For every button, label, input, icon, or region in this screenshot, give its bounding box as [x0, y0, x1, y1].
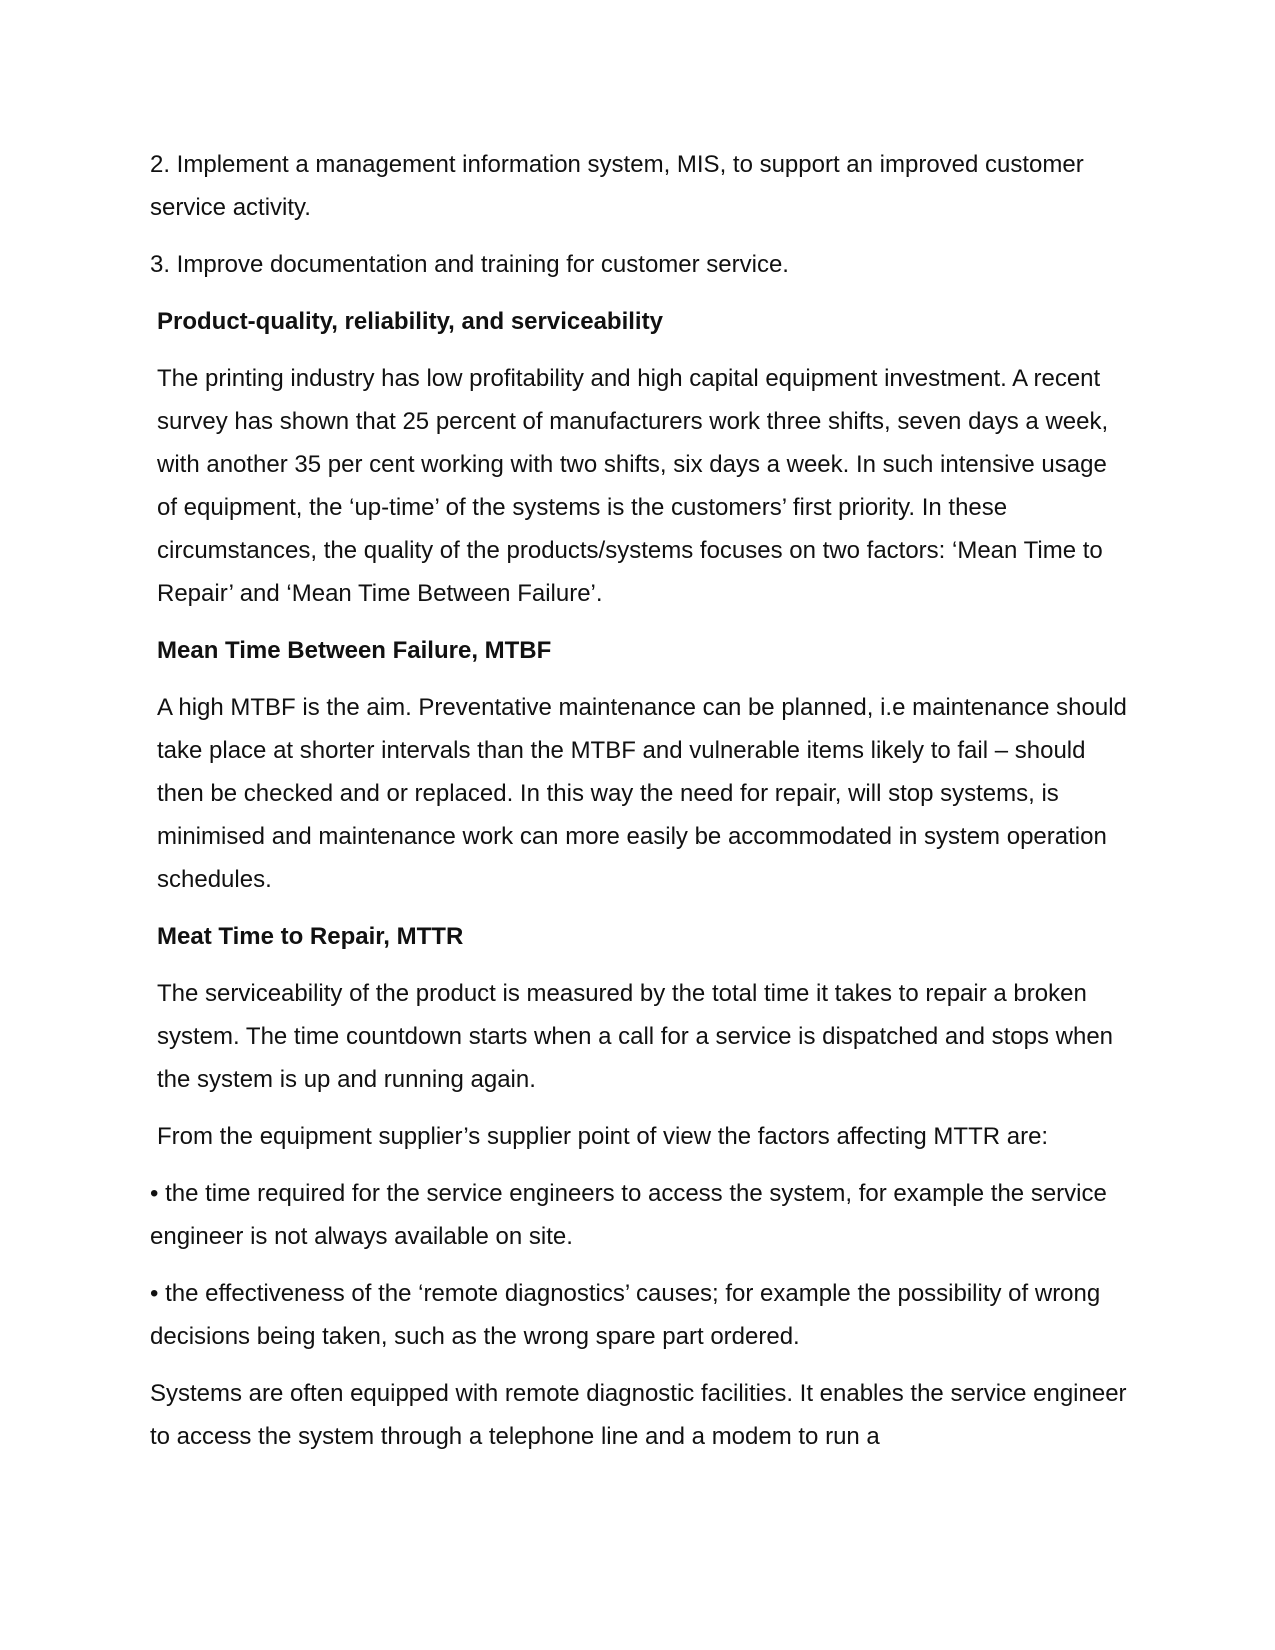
bullet-item-access-time: • the time required for the service engineers to access the system, for example the service engineer is not always available on site.: [150, 1180, 1107, 1250]
document-body: [150, 143, 1130, 1472]
paragraph-serviceability: The serviceability of the product is measured by the total time it takes to repair a broken system. The time countdown starts when a call for a service is dispatched and stops when the system is up and running again.: [157, 980, 1114, 1093]
section-heading-mttr: Meat Time to Repair, MTTR: [157, 923, 464, 950]
paragraph-item-2: 2. Implement a management information system, MIS, to support an improved customer service activity.: [150, 151, 1084, 221]
bullet-item-remote-diagnostics: • the effectiveness of the ‘remote diagnostics’ causes; for example the possibility of wrong decisions being taken, such as the wrong spare part ordered.: [150, 1280, 1101, 1350]
paragraph-remote-diagnostic-facilities: Systems are often equipped with remote diagnostic facilities. It enables the service engineer to access the system through a telephone line and a modem to run a: [150, 1380, 1127, 1450]
paragraph-item-3: 3. Improve documentation and training for customer service.: [150, 251, 789, 278]
section-heading-mtbf: Mean Time Between Failure, MTBF: [157, 637, 552, 664]
section-heading-product-quality: Product-quality, reliability, and serviceability: [157, 308, 663, 335]
paragraph-printing-industry: The printing industry has low profitability and high capital equipment investment. A recent survey has shown that 25 percent of manufacturers work three shifts, seven days a week, with another 35 per cent working with two shifts, six days a week. In such intensive usage of equipment, the ‘up-time’ of the systems is the customers’ first priority. In these circumstances, the quality of the products/systems focuses on two factors: ‘Mean Time to Repair’ and ‘Mean Time Between Failure’.: [157, 365, 1109, 607]
paragraph-mtbf: A high MTBF is the aim. Preventative maintenance can be planned, i.e maintenance should take place at shorter intervals than the MTBF and vulnerable items likely to fail – should then be checked and or replaced. In this way the need for repair, will stop systems, is minimised and maintenance work can more easily be accommodated in system operation schedules.: [157, 694, 1127, 893]
paragraph-mttr-factors-intro: From the equipment supplier’s supplier point of view the factors affecting MTTR are:: [157, 1123, 1049, 1150]
